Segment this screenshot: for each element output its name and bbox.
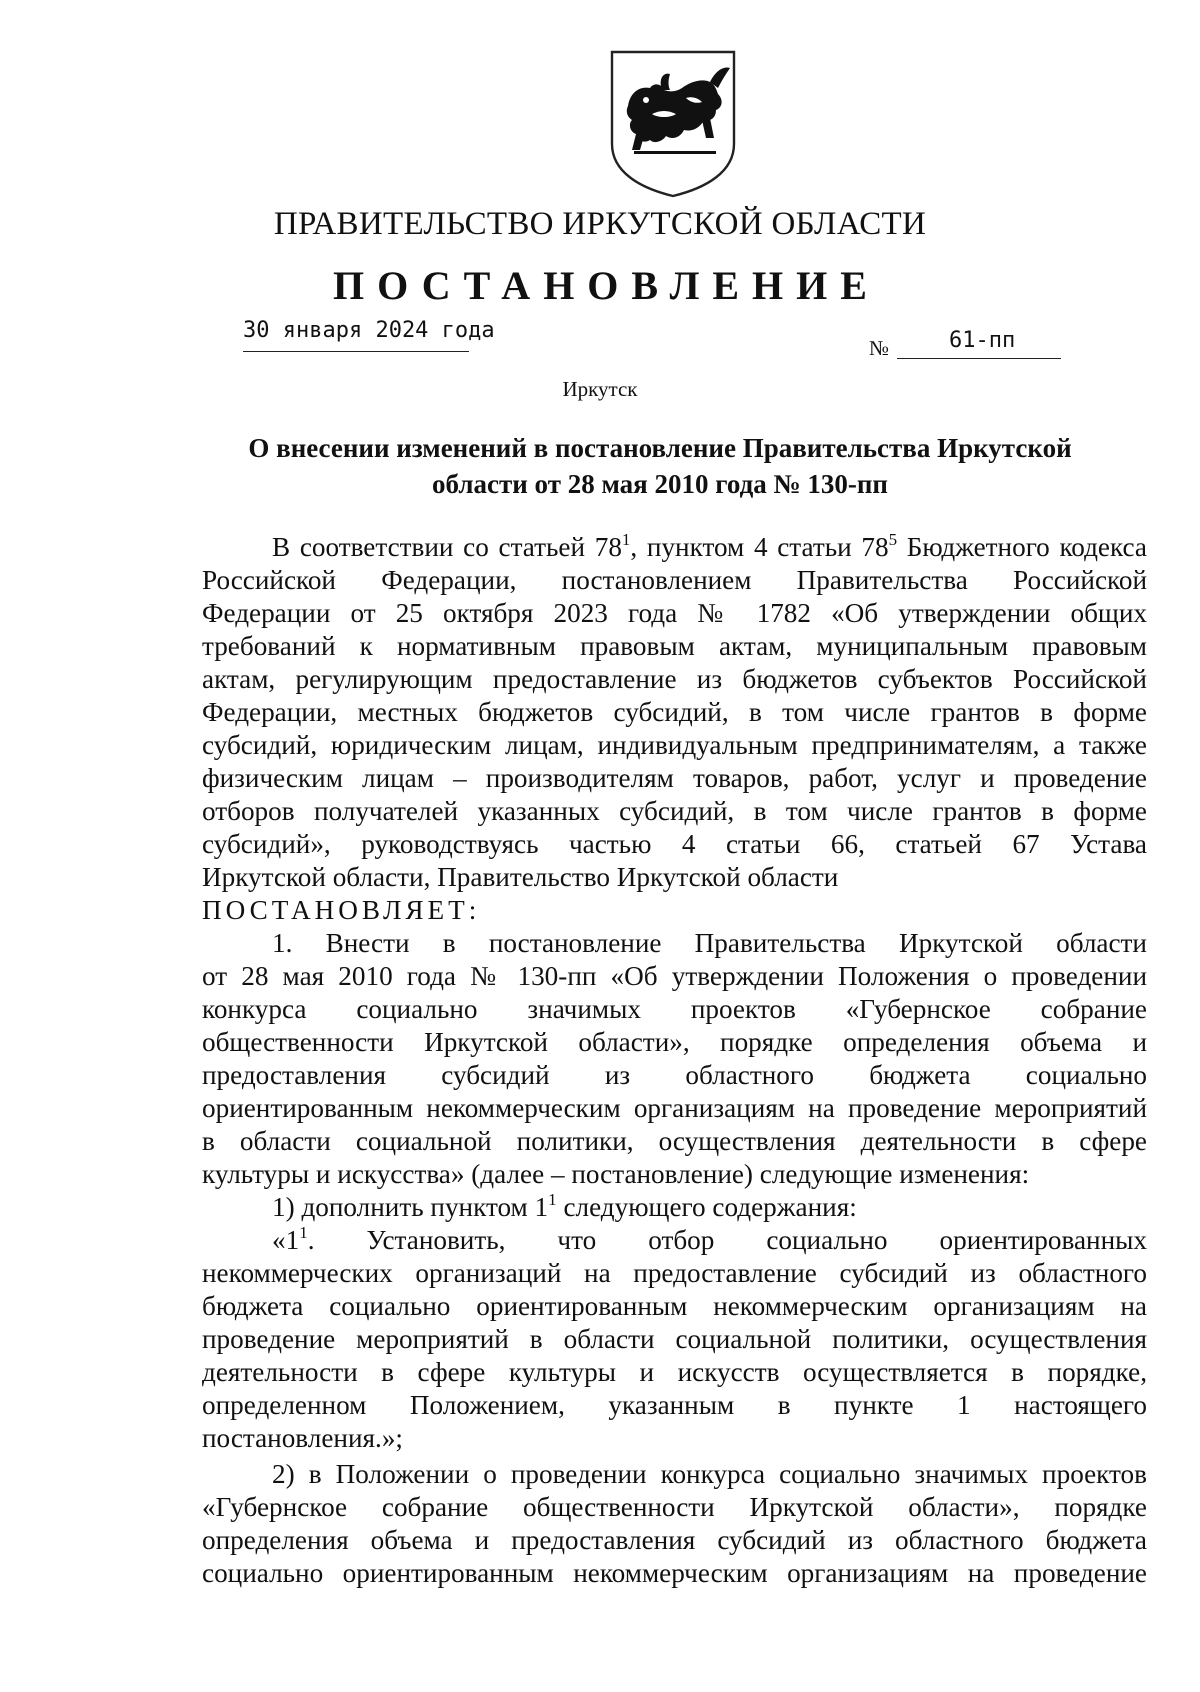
paragraph-line: конкурса социально значимых проектов «Губернское собрание bbox=[202, 994, 1147, 1024]
paragraph-line: проведение мероприятий в области социальной политики, осуществления bbox=[202, 1324, 1147, 1354]
paragraph-line: общественности Иркутской области», порядке определения объема и bbox=[202, 1027, 1147, 1057]
paragraph-line: Федерации от 25 октября 2023 года № 1782 «Об утверждении общих bbox=[202, 598, 1147, 628]
number-underline bbox=[897, 358, 1061, 359]
document-number bbox=[869, 328, 1061, 360]
paragraph-line: субсидий», руководствуясь частью 4 статьи 66, статьей 67 Устава bbox=[202, 829, 1147, 859]
paragraph-line: субсидий, юридическим лицам, индивидуальным предпринимателям, а также bbox=[202, 730, 1147, 760]
paragraph-line: «$1^1$. Установить, что отбор социально ориентированных bbox=[272, 1223, 1147, 1255]
decree-word: ПОСТАНОВЛЯЕТ: bbox=[202, 895, 481, 925]
paragraph-line: постановления.»; bbox=[202, 1423, 403, 1453]
paragraph-line: требований к нормативным правовым актам, муниципальным правовым bbox=[202, 631, 1147, 661]
paragraph-line: бюджета социально ориентированным некоммерческим организациям на bbox=[202, 1291, 1147, 1321]
government-title: ПРАВИТЕЛЬСТВО ИРКУТСКОЙ ОБЛАСТИ bbox=[273, 206, 927, 242]
subject-line: О внесении изменений в постановление Правительства Иркутской bbox=[248, 433, 1072, 463]
paragraph-line: Федерации, местных бюджетов субсидий, в том числе грантов в форме bbox=[202, 697, 1147, 727]
paragraph-line: определения объема и предоставления субсидий из областного бюджета bbox=[202, 1525, 1147, 1555]
paragraph-line: культуры и искусства» (далее – постановление) следующие изменения: bbox=[202, 1159, 1030, 1189]
city-name: Иркутск bbox=[562, 377, 638, 401]
paragraph-line: от 28 мая 2010 года № 130-пп «Об утверждении Положения о проведении bbox=[202, 961, 1147, 991]
paragraph-line: отборов получателей указанных субсидий, в том числе грантов в форме bbox=[202, 796, 1147, 826]
number-value: 61-пп bbox=[949, 328, 1016, 353]
paragraph-line: некоммерческих организаций на предоставление субсидий из областного bbox=[202, 1258, 1147, 1288]
paragraph-line: социально ориентированным некоммерческим организациям на проведение bbox=[202, 1558, 1147, 1588]
document-type: ПОСТАНОВЛЕНИЕ bbox=[333, 263, 880, 308]
paragraph-line: «Губернское собрание общественности Иркутской области», порядке bbox=[202, 1492, 1147, 1522]
subject-line: области от 28 мая 2010 года № 130-пп bbox=[432, 469, 888, 499]
paragraph-line: в области социальной политики, осуществления деятельности в сфере bbox=[202, 1126, 1147, 1156]
paragraph-line: физическим лицам – производителям товаров, работ, услуг и проведение bbox=[202, 763, 1147, 793]
paragraph-line: Российской Федерации, постановлением Правительства Российской bbox=[202, 565, 1147, 595]
document-subject bbox=[200, 430, 1120, 502]
paragraph-line: актам, регулирующим предоставление из бюджетов субъектов Российской bbox=[202, 664, 1147, 694]
paragraph-line: В соответствии со статьей $78^1$, пунктом 4 статьи $78^5$ Бюджетного кодекса bbox=[272, 530, 1147, 562]
paragraph-line: 1. Внести в постановление Правительства Иркутской области bbox=[272, 928, 1147, 958]
paragraph-line: 2) в Положении о проведении конкурса социально значимых проектов bbox=[272, 1459, 1147, 1489]
number-sign: № bbox=[869, 336, 890, 360]
paragraph-line: определенном Положением, указанным в пункте 1 настоящего bbox=[202, 1390, 1147, 1420]
paragraph-line: предоставления субсидий из областного бюджета социально bbox=[202, 1060, 1147, 1090]
paragraph-line: деятельности в сфере культуры и искусств осуществляется в порядке, bbox=[202, 1357, 1147, 1387]
paragraph-line: Иркутской области, Правительство Иркутской области bbox=[202, 862, 839, 892]
item-line: 1) дополнить пунктом $1^1$ следующего содержания: bbox=[272, 1190, 857, 1222]
document-date: 30 января 2024 года bbox=[243, 318, 469, 352]
coat-of-arms-icon bbox=[606, 48, 740, 198]
paragraph-line: ориентированным некоммерческим организациям на проведение мероприятий bbox=[202, 1093, 1147, 1123]
